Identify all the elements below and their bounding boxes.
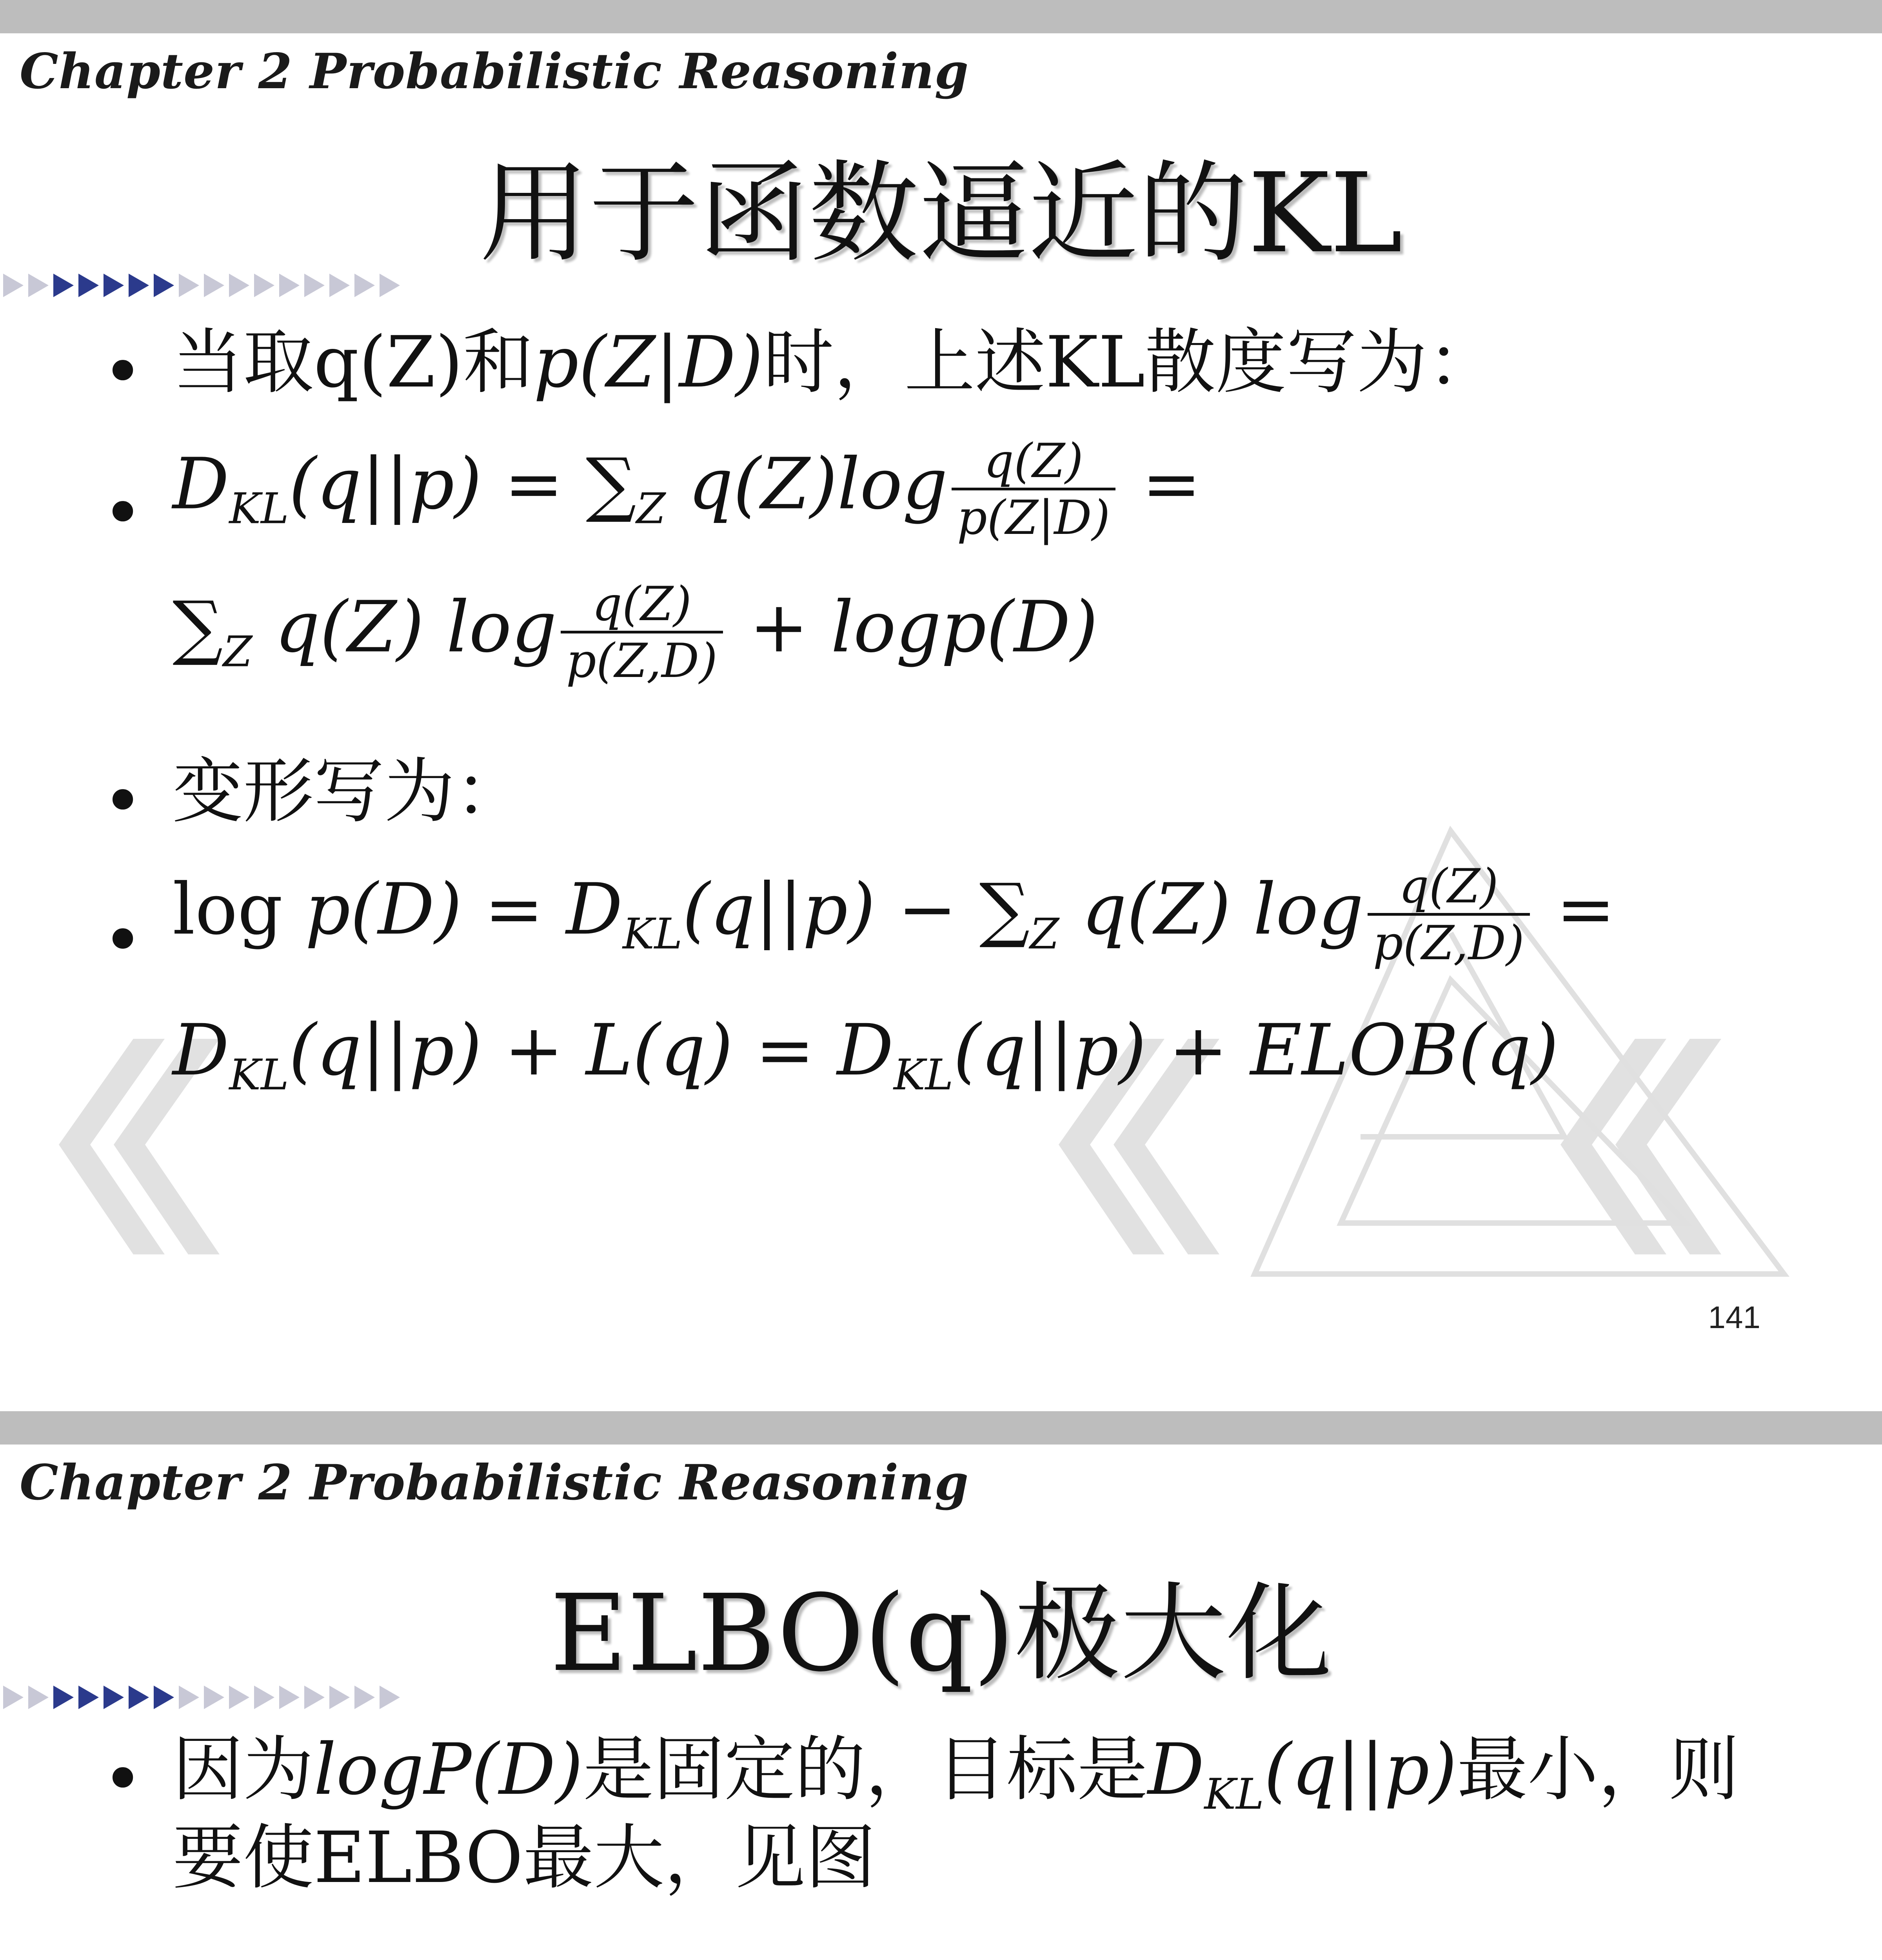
bullet-text: 因为 bbox=[173, 1729, 314, 1811]
fraction-denominator: p(Z,D) bbox=[1368, 913, 1530, 970]
bullet-line-3: 变形写为： bbox=[173, 751, 526, 833]
fraction-denominator: p(Z,D) bbox=[561, 631, 723, 688]
math-expr: p(D) = D bbox=[283, 868, 623, 951]
arrow-divider-chevron bbox=[204, 274, 224, 297]
arrow-divider-chevron bbox=[229, 274, 249, 297]
math-sub: KL bbox=[893, 1050, 954, 1100]
elbo-decomposition-diagram bbox=[0, 1411, 1882, 1960]
bullet-text: 和 bbox=[463, 321, 534, 403]
arrow-divider-chevron bbox=[254, 274, 274, 297]
math-expr: (q||p) = ∑ bbox=[289, 443, 636, 525]
arrow-divider-chevron bbox=[104, 274, 124, 297]
arrow-divider-chevron bbox=[28, 274, 49, 297]
math-sub: KL bbox=[229, 1050, 289, 1100]
chapter-heading: Chapter 2 Probabilistic Reasoning bbox=[20, 1454, 969, 1511]
math-sub: KL bbox=[622, 909, 683, 959]
math-expr: (q||p) bbox=[1264, 1729, 1457, 1811]
arrow-divider-icon bbox=[0, 270, 431, 305]
math-sub: Z bbox=[636, 484, 666, 534]
math-d: D bbox=[1148, 1729, 1204, 1811]
bullet-text: 时，上述KL散度写为： bbox=[763, 321, 1498, 403]
math-sub: KL bbox=[1204, 1769, 1264, 1819]
math-d: D bbox=[173, 1009, 229, 1091]
math-sum: ∑ bbox=[173, 586, 223, 668]
fraction-numerator: q(Z) bbox=[984, 434, 1083, 488]
arrow-divider-chevron bbox=[3, 274, 24, 297]
arrow-divider-chevron bbox=[354, 274, 375, 297]
math-sub: Z bbox=[1030, 909, 1059, 959]
bullet-text: 当取 bbox=[173, 321, 314, 403]
math-expr: = bbox=[1533, 868, 1615, 951]
math-fraction bbox=[1368, 860, 1530, 970]
bullet-dot: • bbox=[102, 900, 144, 982]
bullet-dot: • bbox=[102, 331, 144, 413]
slide-title: 用于函数逼近的KL bbox=[479, 150, 1403, 278]
math-log: log bbox=[173, 868, 283, 951]
fraction-numerator: q(Z) bbox=[1399, 859, 1499, 914]
arrow-divider-chevron bbox=[154, 274, 174, 297]
math-expr: (q||p) + ELOB(q) bbox=[953, 1009, 1559, 1091]
math-sub: KL bbox=[229, 484, 289, 534]
page-number: 141 bbox=[1708, 1300, 1760, 1335]
math-fraction bbox=[952, 435, 1115, 545]
bullet-line-1-cont: 要使ELBO最大，见图 bbox=[173, 1817, 876, 1899]
math-expr: (q||p) + L(q) = D bbox=[289, 1009, 894, 1091]
bullet-line-4 bbox=[173, 860, 1615, 970]
bullet-text: 是固定的，目标是 bbox=[583, 1729, 1148, 1811]
math-expr: + logp(D) bbox=[727, 586, 1098, 668]
math-d: D bbox=[173, 443, 229, 525]
math-qz: q(Z) bbox=[314, 321, 463, 403]
fraction-denominator: p(Z|D) bbox=[952, 488, 1115, 544]
fraction-numerator: q(Z) bbox=[592, 577, 692, 632]
bullet-line-1 bbox=[173, 321, 1498, 403]
math-expr: q(Z) log bbox=[252, 586, 557, 668]
bullet-dot: • bbox=[102, 760, 144, 842]
slide-142 bbox=[0, 1411, 1882, 1960]
math-fraction bbox=[561, 578, 723, 688]
arrow-divider-chevron bbox=[53, 274, 74, 297]
bullet-line-4-cont bbox=[173, 1009, 1559, 1100]
bullet-text: 最小，则 bbox=[1457, 1729, 1740, 1811]
bullet-line-2-cont bbox=[173, 578, 1098, 688]
arrow-divider-chevron bbox=[329, 274, 350, 297]
math-p-z-given-d: p(Z|D) bbox=[533, 321, 763, 403]
math-expr: q(Z)log bbox=[665, 443, 948, 525]
arrow-divider-chevron bbox=[380, 274, 400, 297]
math-expr: (q||p) − ∑ bbox=[682, 868, 1030, 951]
math-expr: logP(D) bbox=[314, 1729, 583, 1811]
math-sub: Z bbox=[223, 627, 253, 677]
bullet-dot: • bbox=[102, 472, 144, 554]
math-expr: q(Z) log bbox=[1059, 868, 1364, 951]
bullet-line-2 bbox=[173, 435, 1201, 545]
arrow-divider-chevron bbox=[78, 274, 99, 297]
math-expr: = bbox=[1119, 443, 1201, 525]
arrow-divider-chevron bbox=[179, 274, 199, 297]
chapter-heading: Chapter 2 Probabilistic Reasoning bbox=[20, 43, 969, 100]
bullet-dot: • bbox=[102, 1739, 144, 1820]
arrow-divider-chevron bbox=[129, 274, 149, 297]
slide-title: ELBO(q)极大化 bbox=[550, 1572, 1332, 1695]
arrow-divider-chevron bbox=[279, 274, 300, 297]
arrow-divider-chevron bbox=[304, 274, 325, 297]
